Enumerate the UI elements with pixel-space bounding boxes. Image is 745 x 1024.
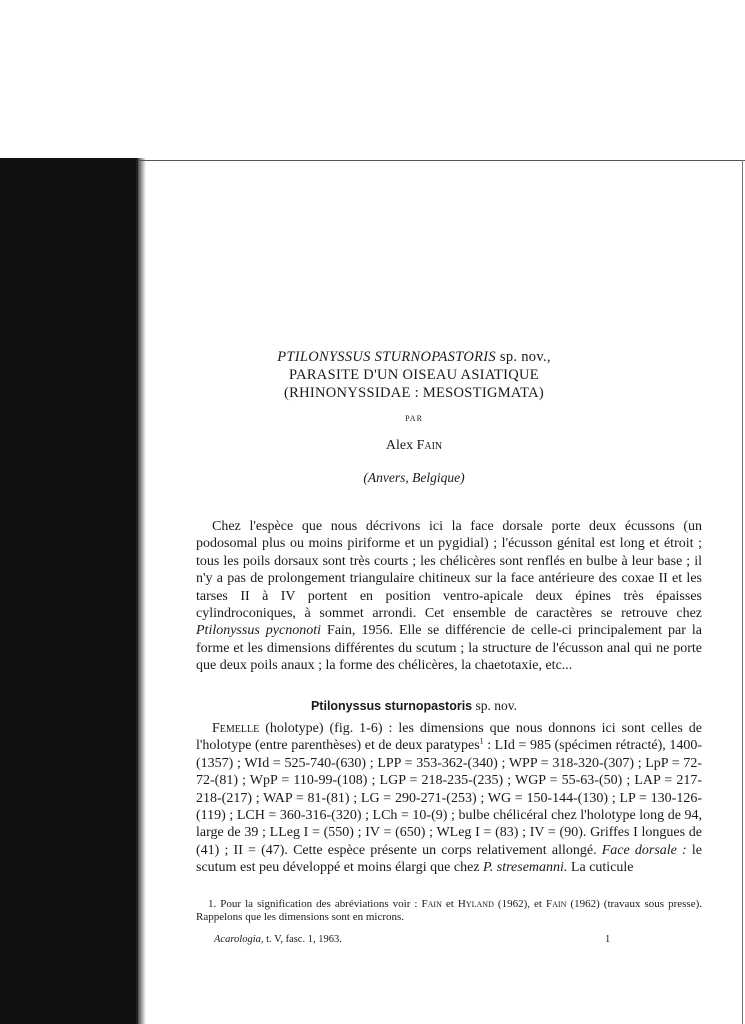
- author-last: Fain: [416, 438, 443, 453]
- intro-species: Ptilonyssus pycnonoti: [196, 623, 322, 639]
- scan-right-edge: [742, 160, 743, 1024]
- footnote-text-a: 1. Pour la signification des abréviations voir :: [208, 898, 422, 910]
- scan-dark-margin: [0, 158, 138, 1024]
- section-heading-sp-nov: sp. nov.: [475, 698, 518, 713]
- article-title: [150, 348, 678, 402]
- description-text-a: (holotype) (fig. 1-6) : les dimensions que nous donnons ici sont celles de l'holotype (entre parenthèses) et de deux paratypes: [196, 721, 702, 754]
- footnote-fain: Fain: [421, 898, 442, 910]
- title-line-3: (RHINONYSSIDAE : MESOSTIGMATA): [284, 385, 544, 401]
- author-first: Alex: [385, 438, 414, 453]
- title-species: PTILONYSSUS STURNOPASTORIS: [277, 349, 496, 365]
- author-name: [150, 438, 678, 454]
- description-paragraph: [196, 720, 702, 877]
- species-stresemanni: P. stresemanni.: [483, 860, 568, 876]
- intro-paragraph: [196, 518, 702, 675]
- journal-volume: t. V, fasc. 1, 1963.: [263, 934, 342, 945]
- intro-text-end: Fain, 1956. Elle se différencie de celle-ci principalement par la forme et les dimensions différentes du scutum ; la structure de l'écusson anal qui ne porte que deux poils anaux ; la forme des chélicères, la chaetotaxie, etc...: [196, 623, 702, 674]
- author-affiliation: (Anvers, Belgique): [363, 470, 465, 485]
- footnote-text-c: (1962), et: [493, 898, 547, 910]
- journal-name: Acarologia,: [214, 934, 264, 945]
- title-line-2: PARASITE D'UN OISEAU ASIATIQUE: [289, 367, 539, 383]
- description-text-b: : LId = 985 (spécimen rétracté), 1400-(1357) ; WId = 525-740-(630) ; LPP = 353-362-(340) ; WPP = 318-320-(307) ; LpP = 72-72-(81) ; WpP = 110-99-(108) ; LGP = 218-235-(235) ; WGP = 55-63-(50) ; LAP = 217-218-(217) ; WAP = 81-(81) ; LG = 290-271-(253) ; WG = 150-144-(130) ; LP = 130-126-(119) ; LCH = 360-316-(320) ; LCh = 10-(9) ; bulbe chélicéral chez l'holotype long de 94, large de 39 ; LLeg I = (550) ; IV = (650) ; WLeg I = (83) ; IV = (90). Griffes I longues de (41) ; II = (47). Cette espèce présente un corps relativement allongé.: [196, 738, 702, 858]
- intro-text: Chez l'espèce que nous décrivons ici la face dorsale porte deux écussons (un podosomal plus ou moins piriforme et un pygidial) ; l'écusson génital est long et étroit ; tous les poils dorsaux sont très courts ; les chélicères sont renflés en bulbe à leur base ; il n'y a pas de prolongement triangulaire chitineux sur la face antérieure des coxae II et les tarses II à IV portent en position ventro-apicale deux épines très épaisses cylindroconiques, à sommet arrondi. Cet ensemble de caractères se retrouve chez: [196, 519, 702, 622]
- footnote-text-d: (1962) (travaux sous presse). Rappelons que les dimensions sont en microns.: [196, 898, 702, 923]
- par-label: PAR: [405, 414, 423, 423]
- description-text-c: le scutum est peu développé et moins élargi que chez: [196, 842, 702, 876]
- face-dorsale-label: Face dorsale :: [601, 842, 687, 858]
- section-heading-species: Ptilonyssus sturnopastoris: [310, 699, 473, 713]
- footnote: [196, 898, 702, 924]
- title-sp-nov: sp. nov.,: [499, 349, 551, 365]
- journal-citation: [214, 934, 634, 945]
- footnote-fain-2: Fain: [546, 898, 567, 910]
- section-heading: [150, 698, 678, 714]
- page-number: 1: [605, 934, 611, 945]
- footnote-mark: 1: [479, 736, 484, 746]
- footnote-text-b: et: [441, 898, 458, 910]
- description-lead: Femelle: [212, 721, 260, 736]
- paper-page: [150, 0, 740, 1024]
- footnote-hyland: Hyland: [457, 898, 494, 910]
- description-text-d: La cuticule: [567, 860, 634, 876]
